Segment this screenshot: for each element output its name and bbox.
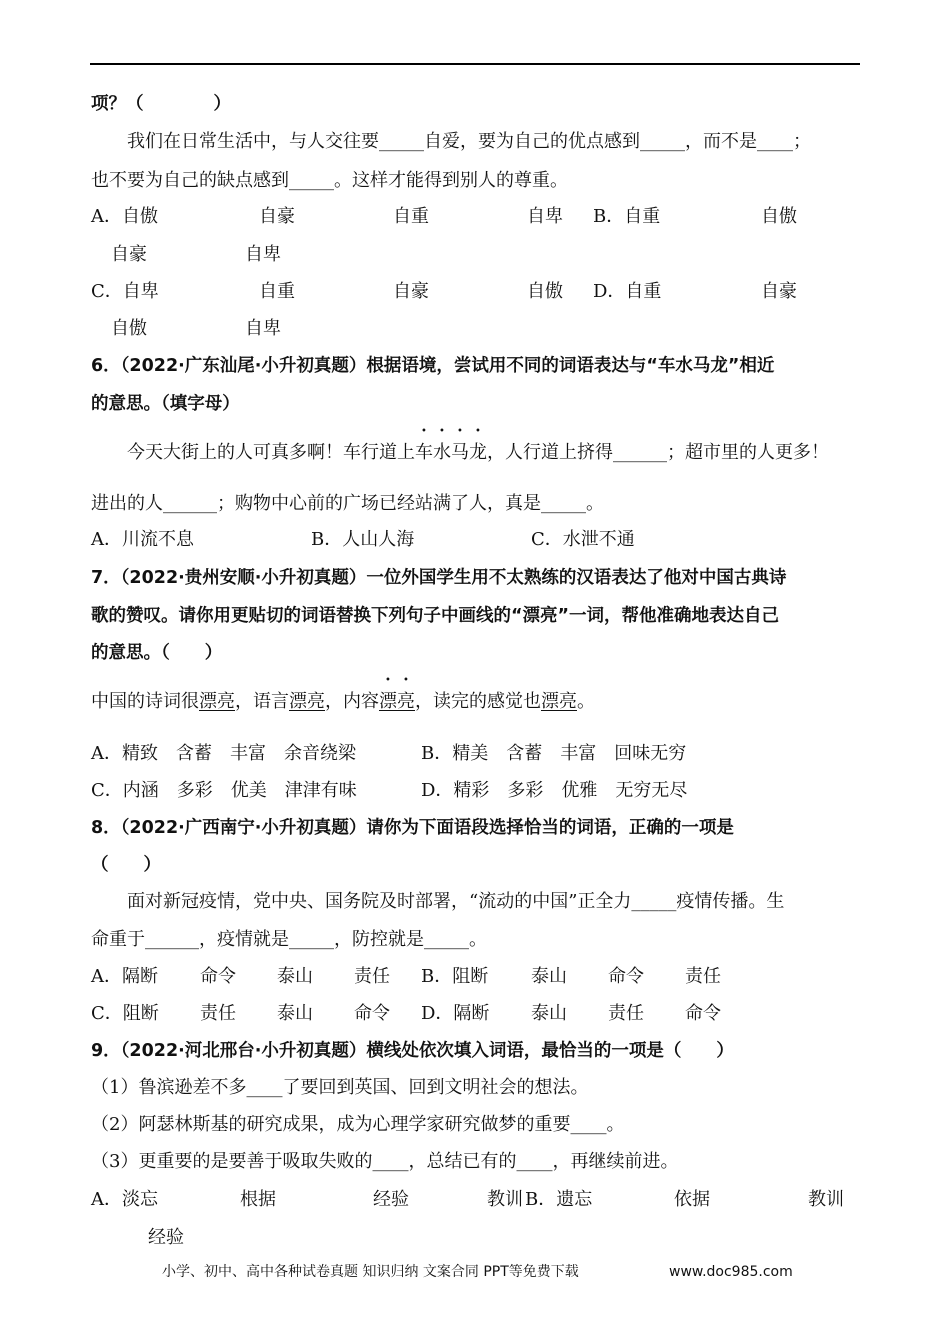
q5-option-a-word: 自豪 [259,206,295,227]
q8-option-b-label[interactable]: B．阻断 [421,966,489,987]
q7-option-c[interactable]: C．内涵 多彩 优美 津津有味 [91,780,357,801]
q5-option-a-label[interactable]: A．自傲 [91,206,158,227]
q9-option-b-word: 经验 [148,1227,184,1248]
q8-option-a-label[interactable]: A．隔断 [91,966,158,987]
q9-option-a-word: 经验 [373,1189,409,1210]
q7-title-line2: 歌的赞叹。请你用更贴切的词语替换下列句子中画线的“漂亮”一词，帮他准确地表达自己 [91,606,779,626]
dotted-char: 车 [415,442,433,463]
q8-option-a-word: 命令 [200,966,236,987]
footer-text: 小学、初中、高中各种试卷真题 知识归纳 文案合同 PPT等免费下载 [162,1264,579,1280]
q8-option-c-word: 泰山 [277,1003,313,1024]
q8-option-b-word: 泰山 [531,966,567,987]
q6-title-line2: 的意思。（填字母） [91,394,240,414]
q5-option-d-label[interactable]: D．自重 [593,281,662,302]
q5-answer-blank: 项？（ ） [91,94,231,114]
q5-option-c-label[interactable]: C．自卑 [91,281,159,302]
q6-option-c[interactable]: C．水泄不通 [531,529,635,550]
footer-link[interactable]: www.doc985.com [669,1264,793,1280]
q5-option-d-word: 自傲 [111,318,147,339]
q5-option-b-label[interactable]: B．自重 [593,206,661,227]
q5-option-d-word: 自卑 [245,318,281,339]
q5-option-c-word: 自傲 [527,281,563,302]
q5-passage-line1: 我们在日常生活中，与人交往要_____自爱，要为自己的优点感到_____，而不是____； [127,131,811,152]
q8-passage-line2: 命重于______，疫情就是_____，防控就是_____。 [91,929,487,950]
q6-passage-line1: 今天大街上的人可真多啊！车行道上车水马龙，人行道上挤得______；超市里的人更多！ [127,442,829,463]
q9-option-b-label[interactable]: B．遗忘 [525,1189,593,1210]
q9-option-a-label[interactable]: A．淡忘 [91,1189,158,1210]
q7-option-b[interactable]: B．精美 含蓄 丰富 回味无穷 [421,743,687,764]
q5-option-d-word: 自豪 [761,281,797,302]
q8-option-b-word: 责任 [685,966,721,987]
q5-passage-line2: 也不要为自己的缺点感到_____。这样才能得到别人的尊重。 [91,170,568,191]
q7-sentence: 中国的诗词很漂亮，语言漂亮，内容漂亮，读完的感觉也漂亮。 [91,691,595,712]
dotted-char: 水 [433,442,451,463]
dotted-char: 龙 [469,442,487,463]
q9-item-3: （3）更重要的是要善于吸取失败的____，总结已有的____，再继续前进。 [91,1151,679,1172]
q8-option-d-word: 命令 [685,1003,721,1024]
q5-option-c-word: 自重 [259,281,295,302]
q5-option-b-word: 自卑 [245,244,281,265]
q5-option-a-word: 自重 [393,206,429,227]
dotted-char: 亮 [397,691,415,712]
q8-option-c-word: 命令 [354,1003,390,1024]
q6-title-line1: 6．（2022·广东汕尾·小升初真题）根据语境，尝试用不同的词语表达与“车水马龙”相近 [91,356,775,376]
q9-option-b-word: 教训 [808,1189,844,1210]
q5-option-b-word: 自豪 [111,244,147,265]
q8-option-a-word: 泰山 [277,966,313,987]
q8-option-c-word: 责任 [200,1003,236,1024]
q7-title-line3: 的意思。（ ） [91,643,223,663]
q8-option-b-word: 命令 [608,966,644,987]
q5-option-b-word: 自傲 [761,206,797,227]
q9-item-2: （2）阿瑟林斯基的研究成果，成为心理学家研究做梦的重要____。 [91,1114,625,1135]
q6-option-b[interactable]: B．人山人海 [311,529,415,550]
q9-item-1: （1）鲁滨逊差不多____了要回到英国、回到文明社会的想法。 [91,1077,589,1098]
footer [162,1262,793,1282]
q9-option-b-word: 依据 [674,1189,710,1210]
q8-answer-blank: （ ） [91,855,161,875]
q5-option-c-word: 自豪 [393,281,429,302]
header-rule [90,63,860,65]
underlined-word: 漂亮 [199,691,235,712]
q9-option-a-word: 教训 [487,1189,523,1210]
q7-option-a[interactable]: A．精致 含蓄 丰富 余音绕梁 [91,743,356,764]
dotted-char: 漂 [379,691,397,712]
q6-passage-line2: 进出的人______；购物中心前的广场已经站满了人，真是_____。 [91,493,604,514]
q5-option-a-word: 自卑 [527,206,563,227]
q6-option-a[interactable]: A．川流不息 [91,529,194,550]
q8-option-d-word: 责任 [608,1003,644,1024]
q8-option-c-label[interactable]: C．阻断 [91,1003,159,1024]
underlined-word: 漂亮 [289,691,325,712]
underlined-word: 漂亮 [541,691,577,712]
q8-option-d-word: 泰山 [531,1003,567,1024]
q7-option-d[interactable]: D．精彩 多彩 优雅 无穷无尽 [421,780,688,801]
q8-option-a-word: 责任 [354,966,390,987]
q8-passage-line1: 面对新冠疫情，党中央、国务院及时部署，“流动的中国”正全力_____疫情传播。生 [127,891,785,912]
q9-title: 9．（2022·河北邢台·小升初真题）横线处依次填入词语，最恰当的一项是（ ） [91,1041,734,1061]
q9-option-a-word: 根据 [240,1189,276,1210]
dotted-char: 马 [451,442,469,463]
q8-title-line1: 8．（2022·广西南宁·小升初真题）请你为下面语段选择恰当的词语，正确的一项是 [91,818,734,838]
q8-option-d-label[interactable]: D．隔断 [421,1003,490,1024]
q7-title-line1: 7．（2022·贵州安顺·小升初真题）一位外国学生用不太熟练的汉语表达了他对中国古典诗 [91,568,787,588]
